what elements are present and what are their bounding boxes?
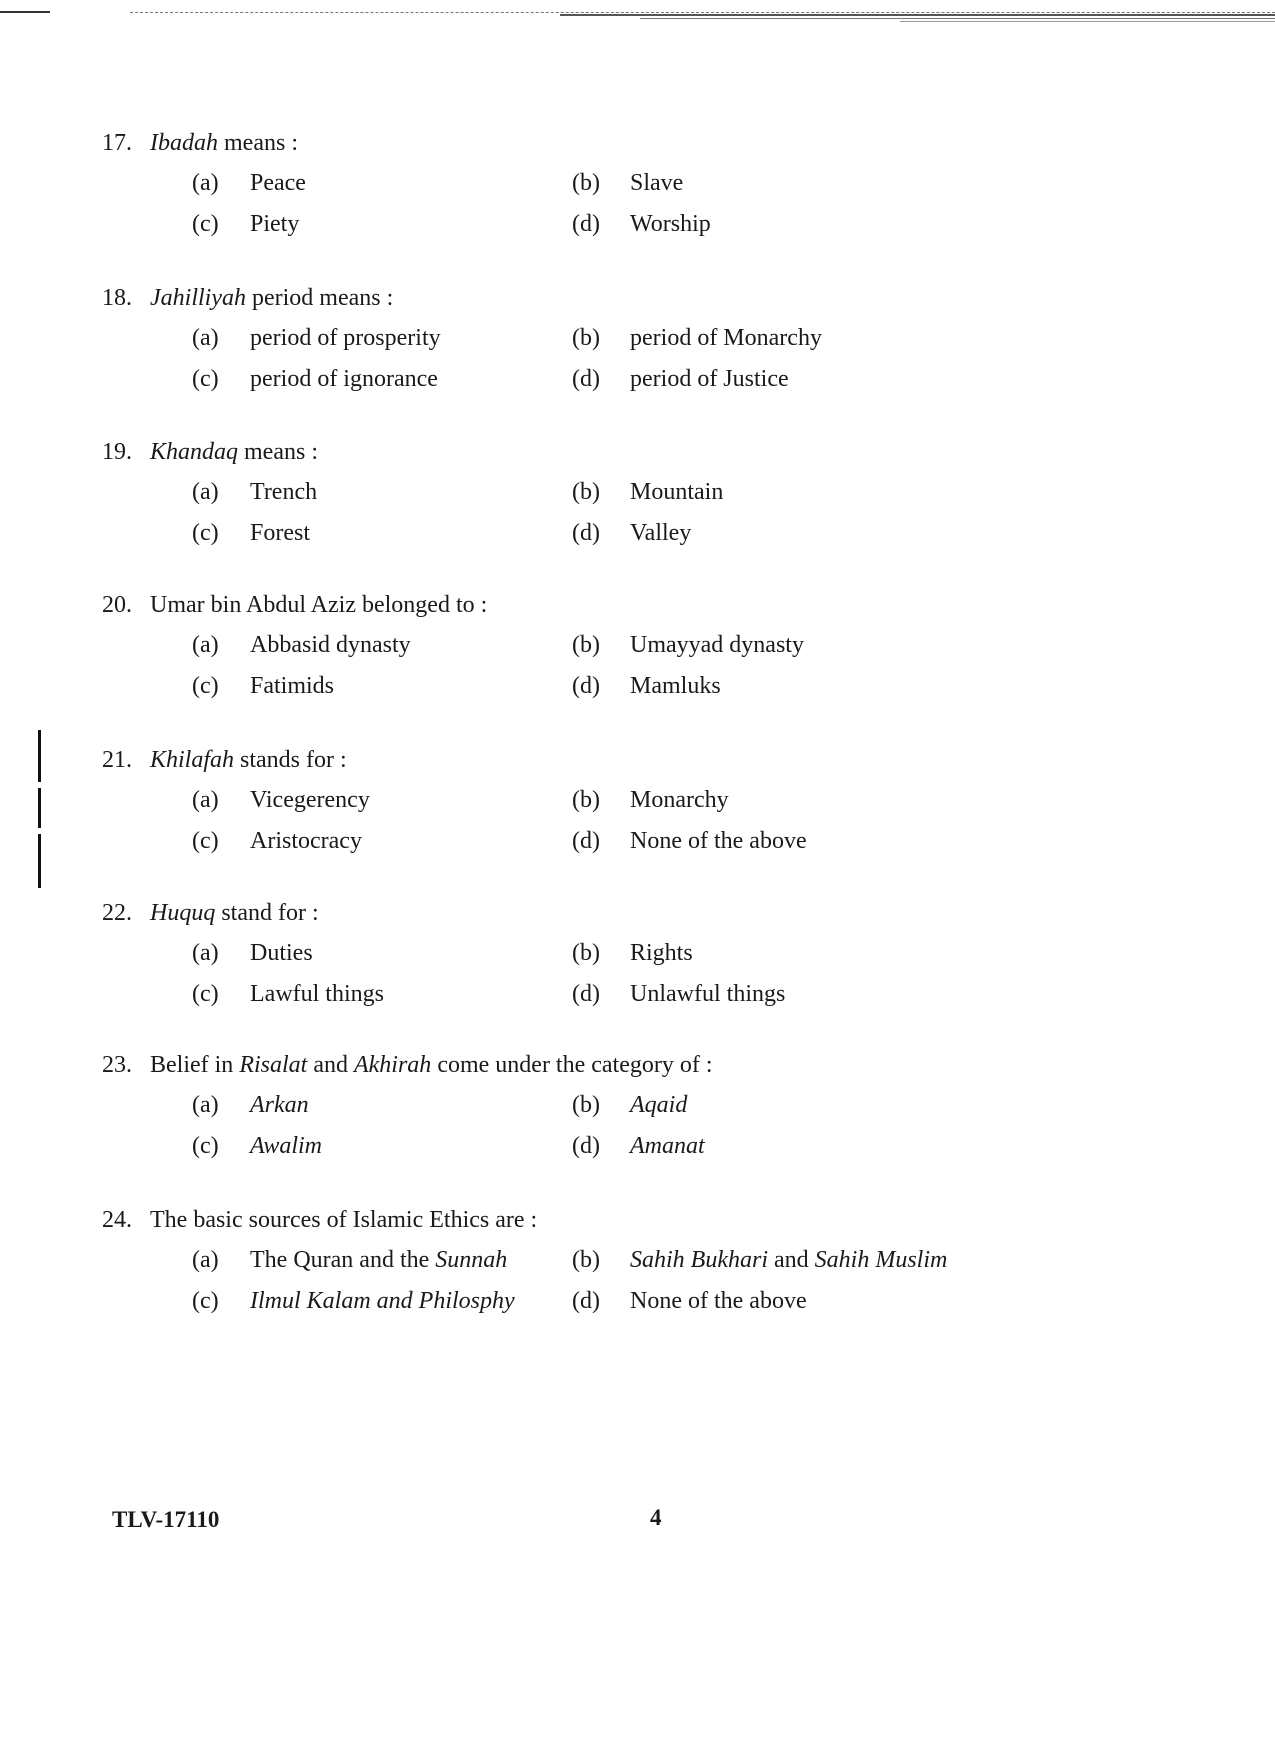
option-letter: (d) bbox=[572, 828, 600, 854]
option-fragment: Ilmul Kalam and Philosphy bbox=[250, 1288, 515, 1314]
answer-option bbox=[192, 364, 572, 394]
question-stem bbox=[150, 898, 319, 928]
stem-fragment: Ibadah bbox=[150, 130, 218, 156]
option-letter: (a) bbox=[192, 170, 219, 196]
question-header bbox=[102, 898, 1182, 928]
stem-fragment: means : bbox=[218, 130, 298, 156]
question-number: 21. bbox=[102, 747, 132, 773]
option-text bbox=[630, 209, 711, 239]
answer-option bbox=[192, 938, 572, 968]
answer-option bbox=[192, 168, 572, 198]
stem-fragment: Belief in bbox=[150, 1052, 240, 1078]
answer-option bbox=[572, 938, 1072, 968]
stem-fragment: The basic sources of Islamic Ethics are : bbox=[150, 1207, 538, 1233]
answer-option bbox=[572, 168, 1072, 198]
option-fragment: Forest bbox=[250, 520, 310, 546]
question-stem bbox=[150, 437, 318, 467]
question bbox=[102, 437, 1182, 548]
option-grid bbox=[192, 477, 1182, 548]
option-letter: (a) bbox=[192, 1247, 219, 1273]
option-fragment: Slave bbox=[630, 170, 684, 196]
question-number: 23. bbox=[102, 1052, 132, 1078]
question-header bbox=[102, 1205, 1182, 1235]
option-fragment: Unlawful things bbox=[630, 981, 786, 1007]
option-letter: (c) bbox=[192, 366, 219, 392]
option-letter: (c) bbox=[192, 1133, 219, 1159]
option-fragment: period of Monarchy bbox=[630, 325, 822, 351]
option-letter: (d) bbox=[572, 673, 600, 699]
answer-option bbox=[572, 630, 1072, 660]
option-letter: (a) bbox=[192, 325, 219, 351]
answer-option bbox=[192, 518, 572, 548]
answer-option bbox=[572, 1286, 1072, 1316]
question-header bbox=[102, 745, 1182, 775]
question-stem bbox=[150, 1050, 713, 1080]
option-letter: (b) bbox=[572, 1247, 600, 1273]
answer-option bbox=[192, 979, 572, 1009]
answer-option bbox=[192, 785, 572, 815]
option-text bbox=[250, 323, 441, 353]
answer-option bbox=[192, 1090, 572, 1120]
question-number: 18. bbox=[102, 285, 132, 311]
option-letter: (a) bbox=[192, 1092, 219, 1118]
option-letter: (d) bbox=[572, 1133, 600, 1159]
answer-option bbox=[572, 518, 1072, 548]
option-text bbox=[630, 1245, 947, 1275]
answer-option bbox=[192, 209, 572, 239]
question-stem bbox=[150, 590, 487, 620]
option-letter: (b) bbox=[572, 632, 600, 658]
option-fragment: Sahih Muslim bbox=[814, 1247, 948, 1273]
option-letter: (c) bbox=[192, 520, 219, 546]
question bbox=[102, 745, 1182, 856]
option-text bbox=[630, 323, 822, 353]
option-text bbox=[250, 938, 313, 968]
answer-option bbox=[572, 209, 1072, 239]
answer-option bbox=[572, 323, 1072, 353]
option-text bbox=[250, 979, 384, 1009]
option-letter: (c) bbox=[192, 673, 219, 699]
answer-option bbox=[572, 979, 1072, 1009]
option-text bbox=[250, 826, 362, 856]
option-fragment: period of ignorance bbox=[250, 366, 438, 392]
option-text bbox=[630, 1131, 705, 1161]
stem-fragment: and bbox=[307, 1052, 354, 1078]
answer-option bbox=[192, 1131, 572, 1161]
option-fragment: Valley bbox=[630, 520, 692, 546]
answer-option bbox=[192, 1286, 572, 1316]
option-grid bbox=[192, 938, 1182, 1009]
option-letter: (a) bbox=[192, 479, 219, 505]
option-fragment: Duties bbox=[250, 940, 313, 966]
option-text bbox=[250, 785, 370, 815]
option-text bbox=[630, 826, 807, 856]
option-fragment: Aqaid bbox=[630, 1092, 688, 1118]
option-fragment: Mountain bbox=[630, 479, 724, 505]
option-text bbox=[250, 209, 299, 239]
question bbox=[102, 283, 1182, 394]
option-text bbox=[630, 671, 721, 701]
option-fragment: Sunnah bbox=[435, 1247, 508, 1273]
option-letter: (d) bbox=[572, 520, 600, 546]
option-fragment: Piety bbox=[250, 211, 300, 237]
option-fragment: period of prosperity bbox=[250, 325, 441, 351]
stem-fragment: Akhirah bbox=[353, 1052, 432, 1078]
option-fragment: Awalim bbox=[250, 1133, 323, 1159]
answer-option bbox=[572, 477, 1072, 507]
option-letter: (a) bbox=[192, 787, 219, 813]
option-letter: (b) bbox=[572, 940, 600, 966]
answer-option bbox=[192, 323, 572, 353]
option-fragment: Arkan bbox=[250, 1092, 309, 1118]
question-number: 19. bbox=[102, 439, 132, 465]
option-text bbox=[630, 168, 683, 198]
option-text bbox=[250, 168, 306, 198]
stem-fragment: stand for : bbox=[215, 900, 319, 926]
option-fragment: Umayyad dynasty bbox=[630, 632, 804, 658]
margin-mark bbox=[38, 730, 41, 888]
option-letter: (b) bbox=[572, 1092, 600, 1118]
option-fragment: Mamluks bbox=[630, 673, 721, 699]
question bbox=[102, 1050, 1182, 1161]
answer-option bbox=[192, 1245, 572, 1275]
header-rule bbox=[0, 8, 1275, 28]
question-number: 17. bbox=[102, 130, 132, 156]
option-fragment: None of the above bbox=[630, 828, 807, 854]
answer-option bbox=[572, 785, 1072, 815]
question-number: 24. bbox=[102, 1207, 132, 1233]
option-grid bbox=[192, 1245, 1182, 1316]
option-fragment: Sahih Bukhari bbox=[630, 1247, 768, 1273]
page-number: 4 bbox=[650, 1505, 662, 1530]
question-header bbox=[102, 590, 1182, 620]
option-grid bbox=[192, 785, 1182, 856]
option-letter: (c) bbox=[192, 1288, 219, 1314]
option-fragment: None of the above bbox=[630, 1288, 807, 1314]
option-fragment: Abbasid dynasty bbox=[250, 632, 411, 658]
option-letter: (b) bbox=[572, 325, 600, 351]
question bbox=[102, 590, 1182, 701]
option-fragment: Aristocracy bbox=[250, 828, 362, 854]
answer-option bbox=[572, 364, 1072, 394]
option-text bbox=[250, 1245, 507, 1275]
option-fragment: Monarchy bbox=[630, 787, 729, 813]
question-header bbox=[102, 283, 1182, 313]
option-fragment: Amanat bbox=[630, 1133, 705, 1159]
answer-option bbox=[572, 826, 1072, 856]
question-header bbox=[102, 128, 1182, 158]
option-text bbox=[630, 938, 693, 968]
option-fragment: Peace bbox=[250, 170, 306, 196]
option-grid bbox=[192, 1090, 1182, 1161]
stem-fragment: come under the category of : bbox=[431, 1052, 713, 1078]
option-letter: (b) bbox=[572, 787, 600, 813]
stem-fragment: Umar bin Abdul Aziz belonged to : bbox=[150, 592, 488, 618]
question-header bbox=[102, 437, 1182, 467]
question-header bbox=[102, 1050, 1182, 1080]
option-text bbox=[630, 979, 785, 1009]
option-fragment: period of Justice bbox=[630, 366, 789, 392]
option-text bbox=[630, 785, 729, 815]
question bbox=[102, 128, 1182, 239]
option-fragment: Fatimids bbox=[250, 673, 335, 699]
option-letter: (b) bbox=[572, 479, 600, 505]
option-letter: (c) bbox=[192, 981, 219, 1007]
question-stem bbox=[150, 283, 393, 313]
answer-option bbox=[572, 1131, 1072, 1161]
answer-option bbox=[572, 1090, 1072, 1120]
question bbox=[102, 1205, 1182, 1316]
stem-fragment: Khandaq bbox=[150, 439, 239, 465]
option-letter: (b) bbox=[572, 170, 600, 196]
option-fragment: and bbox=[768, 1247, 815, 1273]
option-letter: (c) bbox=[192, 828, 219, 854]
question-number: 22. bbox=[102, 900, 132, 926]
option-text bbox=[250, 477, 317, 507]
option-text bbox=[250, 1286, 515, 1316]
option-letter: (d) bbox=[572, 1288, 600, 1314]
answer-option bbox=[192, 630, 572, 660]
option-fragment: The Quran and the bbox=[250, 1247, 436, 1273]
paper-code: TLV-17110 bbox=[112, 1507, 220, 1532]
option-grid bbox=[192, 168, 1182, 239]
option-fragment: Rights bbox=[630, 940, 693, 966]
option-text bbox=[630, 364, 789, 394]
stem-fragment: Risalat bbox=[239, 1052, 308, 1078]
option-grid bbox=[192, 323, 1182, 394]
option-fragment: Lawful things bbox=[250, 981, 384, 1007]
option-text bbox=[250, 518, 310, 548]
option-fragment: Worship bbox=[630, 211, 711, 237]
stem-fragment: means : bbox=[238, 439, 318, 465]
question-stem bbox=[150, 1205, 537, 1235]
option-text bbox=[250, 630, 411, 660]
option-text bbox=[250, 1131, 322, 1161]
option-letter: (d) bbox=[572, 211, 600, 237]
answer-option bbox=[572, 671, 1072, 701]
stem-fragment: Jahilliyah bbox=[150, 285, 246, 311]
option-text bbox=[630, 518, 691, 548]
question-number: 20. bbox=[102, 592, 132, 618]
question-stem bbox=[150, 745, 347, 775]
stem-fragment: Khilafah bbox=[150, 747, 235, 773]
option-text bbox=[630, 1090, 687, 1120]
option-letter: (c) bbox=[192, 211, 219, 237]
answer-option bbox=[192, 826, 572, 856]
answer-option bbox=[572, 1245, 1072, 1275]
option-letter: (a) bbox=[192, 632, 219, 658]
stem-fragment: Huquq bbox=[150, 900, 216, 926]
answer-option bbox=[192, 477, 572, 507]
option-text bbox=[630, 630, 804, 660]
option-text bbox=[630, 477, 723, 507]
option-text bbox=[250, 671, 334, 701]
option-grid bbox=[192, 630, 1182, 701]
stem-fragment: stands for : bbox=[234, 747, 347, 773]
question bbox=[102, 898, 1182, 1009]
option-fragment: Trench bbox=[250, 479, 318, 505]
option-letter: (d) bbox=[572, 981, 600, 1007]
stem-fragment: period means : bbox=[245, 285, 394, 311]
answer-option bbox=[192, 671, 572, 701]
option-fragment: Vicegerency bbox=[250, 787, 370, 813]
option-letter: (d) bbox=[572, 366, 600, 392]
option-text bbox=[250, 364, 438, 394]
option-text bbox=[630, 1286, 807, 1316]
option-text bbox=[250, 1090, 309, 1120]
option-letter: (a) bbox=[192, 940, 219, 966]
question-stem bbox=[150, 128, 298, 158]
